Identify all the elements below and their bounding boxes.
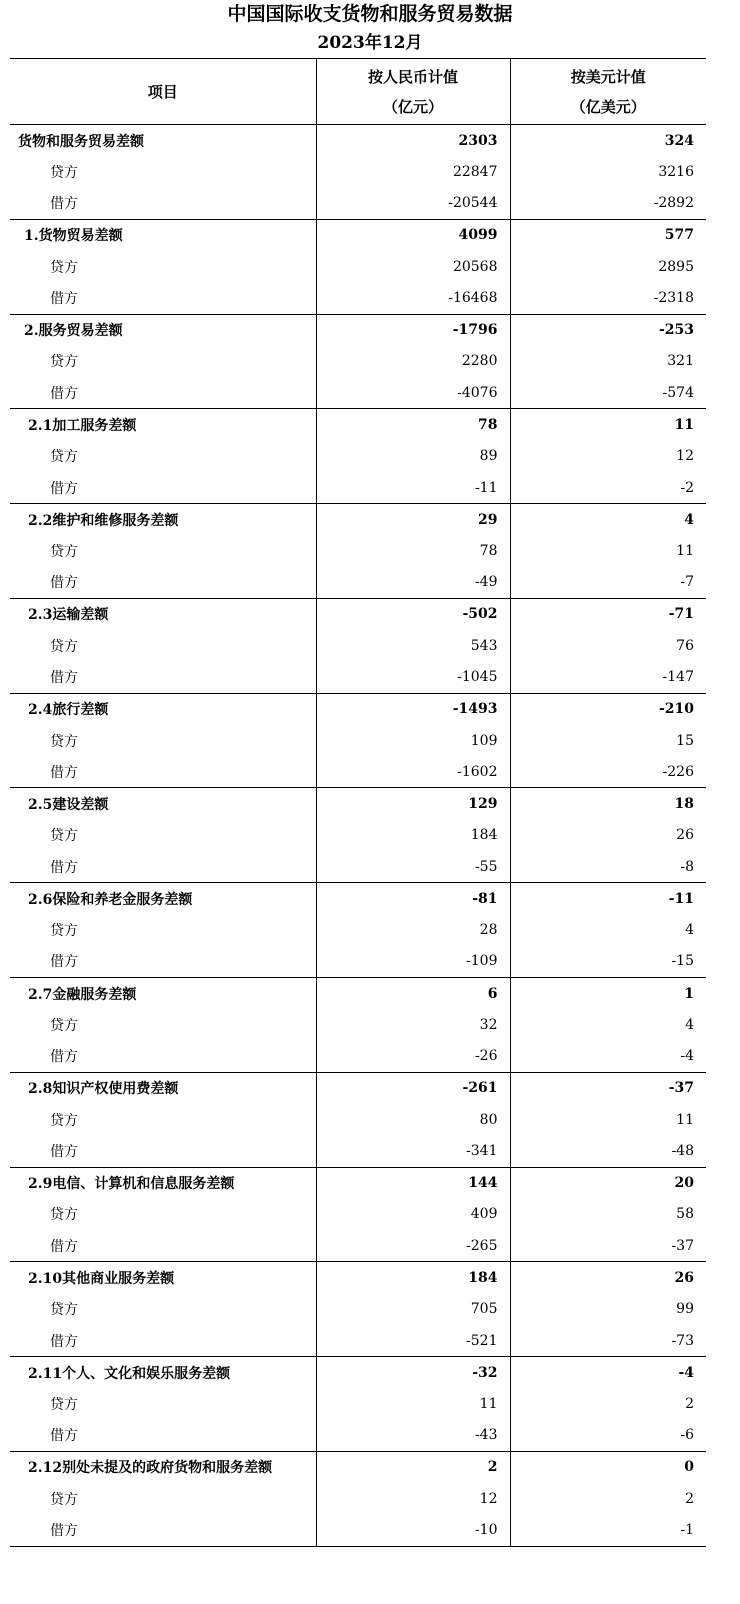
debit-row: [10, 1136, 706, 1168]
group-balance-row: [10, 1072, 706, 1104]
rmb-value: 6: [316, 978, 510, 1010]
group-balance-row: [10, 1167, 706, 1199]
credit-row: [10, 535, 706, 567]
usd-value: -574: [510, 377, 706, 409]
credit-row: [10, 251, 706, 283]
header-rmb: [316, 59, 510, 125]
usd-value: 26: [510, 820, 706, 852]
rmb-value: -261: [316, 1072, 510, 1104]
group-balance-row: [10, 788, 706, 820]
debit-row: [10, 662, 706, 694]
rmb-value: -81: [316, 883, 510, 915]
credit-label: 贷方: [50, 354, 78, 371]
rmb-value: 11: [316, 1388, 510, 1420]
credit-row: [10, 1293, 706, 1325]
debit-label: 借方: [50, 575, 78, 592]
debit-label: 借方: [50, 1333, 78, 1350]
group-balance-row: [10, 693, 706, 725]
row-label: 2.服务贸易差额: [10, 314, 316, 346]
rmb-value: -11: [316, 472, 510, 504]
usd-value: 76: [510, 630, 706, 662]
group-balance-row: [10, 1451, 706, 1483]
usd-value: 11: [510, 1104, 706, 1136]
debit-row: [10, 1325, 706, 1357]
usd-value: 11: [510, 409, 706, 441]
rmb-value: -55: [316, 851, 510, 883]
rmb-value: 144: [316, 1167, 510, 1199]
group-balance-row: [10, 409, 706, 441]
row-label: 2.12别处未提及的政府货物和服务差额: [10, 1451, 316, 1483]
credit-row: [10, 1104, 706, 1136]
credit-label: 贷方: [50, 923, 78, 940]
table-header: [10, 59, 706, 125]
debit-row: [10, 472, 706, 504]
usd-value: -8: [510, 851, 706, 883]
header-usd-line1: 按美元计值: [570, 67, 646, 86]
usd-value: 0: [510, 1451, 706, 1483]
debit-label: 借方: [50, 1049, 78, 1066]
usd-value: -2892: [510, 188, 706, 220]
group-balance-row: [10, 1357, 706, 1389]
rmb-value: 78: [316, 535, 510, 567]
debit-row: [10, 1420, 706, 1452]
credit-row: [10, 1388, 706, 1420]
header-item: 项目: [10, 59, 316, 125]
usd-value: -4: [510, 1357, 706, 1389]
debit-row: [10, 756, 706, 788]
rmb-value: -1602: [316, 756, 510, 788]
credit-label: 贷方: [50, 1112, 78, 1129]
usd-value: -73: [510, 1325, 706, 1357]
usd-value: 2: [510, 1483, 706, 1515]
rmb-value: -43: [316, 1420, 510, 1452]
usd-value: -7: [510, 567, 706, 599]
row-label: 货物和服务贸易差额: [18, 133, 144, 150]
usd-value: -4: [510, 1041, 706, 1073]
rmb-value: 89: [316, 440, 510, 472]
debit-label: 借方: [50, 385, 78, 402]
debit-label: 借方: [50, 764, 78, 781]
usd-value: -2: [510, 472, 706, 504]
usd-value: -48: [510, 1136, 706, 1168]
rmb-value: -49: [316, 567, 510, 599]
usd-value: 99: [510, 1293, 706, 1325]
group-balance-row: [10, 219, 706, 251]
usd-value: -210: [510, 693, 706, 725]
rmb-value: 184: [316, 820, 510, 852]
credit-label: 贷方: [50, 1491, 78, 1508]
usd-value: 4: [510, 504, 706, 536]
rmb-value: -1493: [316, 693, 510, 725]
rmb-value: 32: [316, 1009, 510, 1041]
credit-label: 贷方: [50, 259, 78, 276]
row-label: 2.9电信、计算机和信息服务差额: [10, 1167, 316, 1199]
rmb-value: 22847: [316, 156, 510, 188]
usd-value: -6: [510, 1420, 706, 1452]
usd-value: -15: [510, 946, 706, 978]
group-balance-row: [10, 504, 706, 536]
row-label: 2.1加工服务差额: [10, 409, 316, 441]
credit-label: 贷方: [50, 544, 78, 561]
rmb-value: 80: [316, 1104, 510, 1136]
group-balance-row: [10, 883, 706, 915]
credit-row: [10, 156, 706, 188]
usd-value: -71: [510, 598, 706, 630]
usd-value: 12: [510, 440, 706, 472]
credit-label: 贷方: [50, 1302, 78, 1319]
debit-label: 借方: [50, 291, 78, 308]
debit-label: 借方: [50, 1238, 78, 1255]
credit-row: [10, 1483, 706, 1515]
credit-label: 贷方: [50, 1397, 78, 1414]
debit-row: [10, 1230, 706, 1262]
rmb-value: -341: [316, 1136, 510, 1168]
rmb-value: 543: [316, 630, 510, 662]
debit-label: 借方: [50, 670, 78, 687]
rmb-value: -4076: [316, 377, 510, 409]
rmb-value: -32: [316, 1357, 510, 1389]
trade-data-table: [10, 58, 706, 1547]
usd-value: -37: [510, 1072, 706, 1104]
rmb-value: 409: [316, 1199, 510, 1231]
debit-row: [10, 1041, 706, 1073]
header-usd: [510, 59, 706, 125]
page-title: 中国国际收支货物和服务贸易数据: [227, 3, 513, 25]
rmb-value: 129: [316, 788, 510, 820]
debit-row: [10, 567, 706, 599]
debit-label: 借方: [50, 954, 78, 971]
row-label: 2.5建设差额: [10, 788, 316, 820]
usd-value: 11: [510, 535, 706, 567]
rmb-value: 705: [316, 1293, 510, 1325]
debit-row: [10, 946, 706, 978]
row-label: 2.11个人、文化和娱乐服务差额: [10, 1357, 316, 1389]
debit-row: [10, 188, 706, 220]
usd-value: 4: [510, 1009, 706, 1041]
debit-label: 借方: [10, 1515, 316, 1547]
usd-value: -1: [510, 1515, 706, 1547]
header-rmb-line1: 按人民币计值: [367, 67, 458, 86]
usd-value: 18: [510, 788, 706, 820]
row-label: 2.7金融服务差额: [10, 978, 316, 1010]
rmb-value: -16468: [316, 282, 510, 314]
rmb-value: 12: [316, 1483, 510, 1515]
rmb-value: -1045: [316, 662, 510, 694]
row-label: 2.4旅行差额: [10, 693, 316, 725]
usd-value: -147: [510, 662, 706, 694]
rmb-value: -26: [316, 1041, 510, 1073]
credit-label: 贷方: [50, 733, 78, 750]
usd-value: -37: [510, 1230, 706, 1262]
usd-value: -226: [510, 756, 706, 788]
usd-value: 58: [510, 1199, 706, 1231]
credit-row: [10, 1009, 706, 1041]
debit-row: [10, 282, 706, 314]
usd-value: 324: [510, 125, 706, 157]
rmb-value: -20544: [316, 188, 510, 220]
rmb-value: 2303: [316, 125, 510, 157]
rmb-value: 78: [316, 409, 510, 441]
credit-row: [10, 346, 706, 378]
group-balance-row: [10, 598, 706, 630]
table-body: [10, 125, 706, 1547]
rmb-value: 20568: [316, 251, 510, 283]
page-subtitle: 2023年12月: [317, 33, 423, 53]
rmb-value: 184: [316, 1262, 510, 1294]
credit-row: [10, 820, 706, 852]
header-usd-line2: （亿美元）: [570, 97, 646, 116]
usd-value: 4: [510, 914, 706, 946]
usd-value: 2: [510, 1388, 706, 1420]
rmb-value: 109: [316, 725, 510, 757]
debit-row: [10, 1515, 706, 1547]
debit-row: [10, 377, 706, 409]
usd-value: 2895: [510, 251, 706, 283]
usd-value: 20: [510, 1167, 706, 1199]
rmb-value: -109: [316, 946, 510, 978]
usd-value: 577: [510, 219, 706, 251]
debit-label: 借方: [50, 1428, 78, 1445]
usd-value: 15: [510, 725, 706, 757]
credit-label: 贷方: [50, 164, 78, 181]
debit-label: 借方: [50, 480, 78, 497]
usd-value: 1: [510, 978, 706, 1010]
usd-value: 321: [510, 346, 706, 378]
debit-label: 借方: [50, 1144, 78, 1161]
rmb-value: -521: [316, 1325, 510, 1357]
group-balance-row: [10, 978, 706, 1010]
rmb-value: 2280: [316, 346, 510, 378]
debit-label: 借方: [50, 196, 78, 213]
rmb-value: -265: [316, 1230, 510, 1262]
rmb-value: -1796: [316, 314, 510, 346]
row-label: 1.货物贸易差额: [10, 219, 316, 251]
credit-label: 贷方: [50, 1017, 78, 1034]
usd-value: -253: [510, 314, 706, 346]
credit-row: [10, 914, 706, 946]
credit-row: [10, 1199, 706, 1231]
rmb-value: 29: [316, 504, 510, 536]
header-rmb-line2: （亿元）: [382, 97, 443, 116]
group-balance-row: [10, 125, 706, 157]
credit-row: [10, 725, 706, 757]
row-label: 2.8知识产权使用费差额: [10, 1072, 316, 1104]
row-label: 2.10其他商业服务差额: [10, 1262, 316, 1294]
usd-value: -2318: [510, 282, 706, 314]
rmb-value: 28: [316, 914, 510, 946]
rmb-value: -10: [316, 1515, 510, 1547]
usd-value: 3216: [510, 156, 706, 188]
credit-row: [10, 630, 706, 662]
credit-row: [10, 440, 706, 472]
row-label: 2.2维护和维修服务差额: [10, 504, 316, 536]
usd-value: 26: [510, 1262, 706, 1294]
credit-label: 贷方: [50, 638, 78, 655]
credit-label: 贷方: [50, 1207, 78, 1224]
rmb-value: 4099: [316, 219, 510, 251]
rmb-value: 2: [316, 1451, 510, 1483]
debit-row: [10, 851, 706, 883]
usd-value: -11: [510, 883, 706, 915]
group-balance-row: [10, 1262, 706, 1294]
debit-label: 借方: [50, 859, 78, 876]
rmb-value: -502: [316, 598, 510, 630]
group-balance-row: [10, 314, 706, 346]
credit-label: 贷方: [50, 828, 78, 845]
row-label: 2.6保险和养老金服务差额: [10, 883, 316, 915]
row-label: 2.3运输差额: [10, 598, 316, 630]
credit-label: 贷方: [50, 449, 78, 466]
